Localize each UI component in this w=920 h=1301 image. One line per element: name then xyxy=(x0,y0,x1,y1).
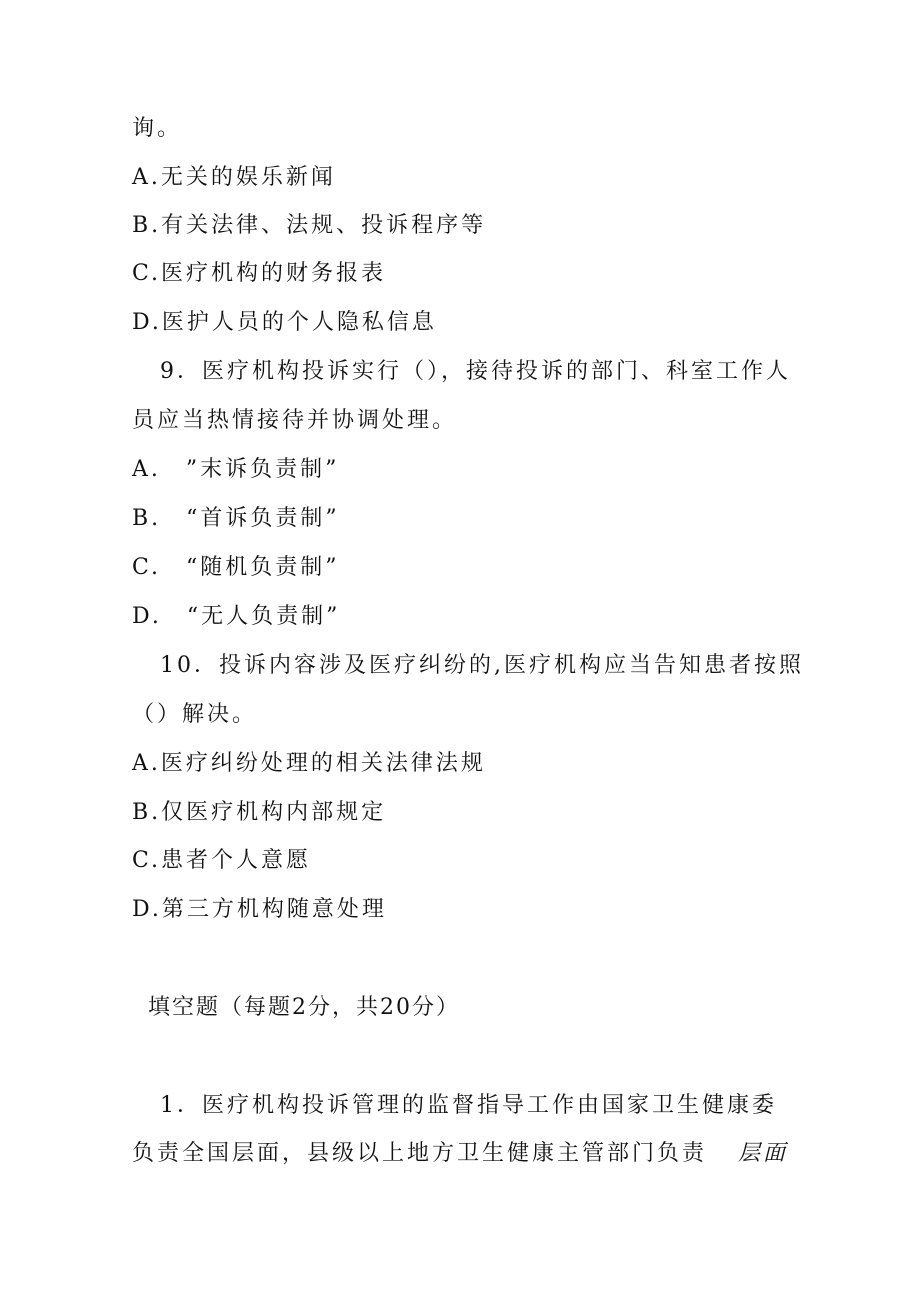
q10-option-b: B.仅医疗机构内部规定 xyxy=(132,800,387,825)
q9-option-a: A. ”末诉负责制” xyxy=(132,457,340,482)
q9-option-b: B. “首诉负责制” xyxy=(132,506,340,531)
fill-q1-stem: 1．医疗机构投诉管理的监督指导工作由国家卫生健康委 xyxy=(160,1093,777,1118)
q10-stem-continued: （）解决。 xyxy=(132,702,258,727)
q8-option-b: B.有关法律、法规、投诉程序等 xyxy=(132,213,487,238)
q8-option-c: C.医疗机构的财务报表 xyxy=(132,261,387,286)
fill-q1-stem-continued: 负责全国层面，县级以上地方卫生健康主管部门负责 xyxy=(132,1141,708,1166)
section-heading-fill-blank: 填空题（每题2分，共20分） xyxy=(148,995,460,1020)
q9-stem-continued: 员应当热情接待并协调处理。 xyxy=(132,408,458,433)
q9-stem: 9．医疗机构投诉实行（），接待投诉的部门、科室工作人 xyxy=(160,359,791,384)
q10-option-c: C.患者个人意愿 xyxy=(132,848,312,873)
q9-option-c: C. “随机负责制” xyxy=(132,555,340,580)
q10-option-a: A.医疗纠纷处理的相关法律法规 xyxy=(132,751,486,776)
fill-q1-trailing-text: 层面 xyxy=(738,1141,789,1166)
q9-option-d: D. “无人负责制” xyxy=(132,604,341,629)
q10-stem: 10．投诉内容涉及医疗纠纷的,医疗机构应当告知患者按照 xyxy=(160,653,804,678)
q8-option-d: D.医护人员的个人隐私信息 xyxy=(132,310,437,335)
q10-option-d: D.第三方机构随意处理 xyxy=(132,897,387,922)
text-line-continuation: 询。 xyxy=(132,116,183,141)
q8-option-a: A.无关的娱乐新闻 xyxy=(132,165,336,190)
